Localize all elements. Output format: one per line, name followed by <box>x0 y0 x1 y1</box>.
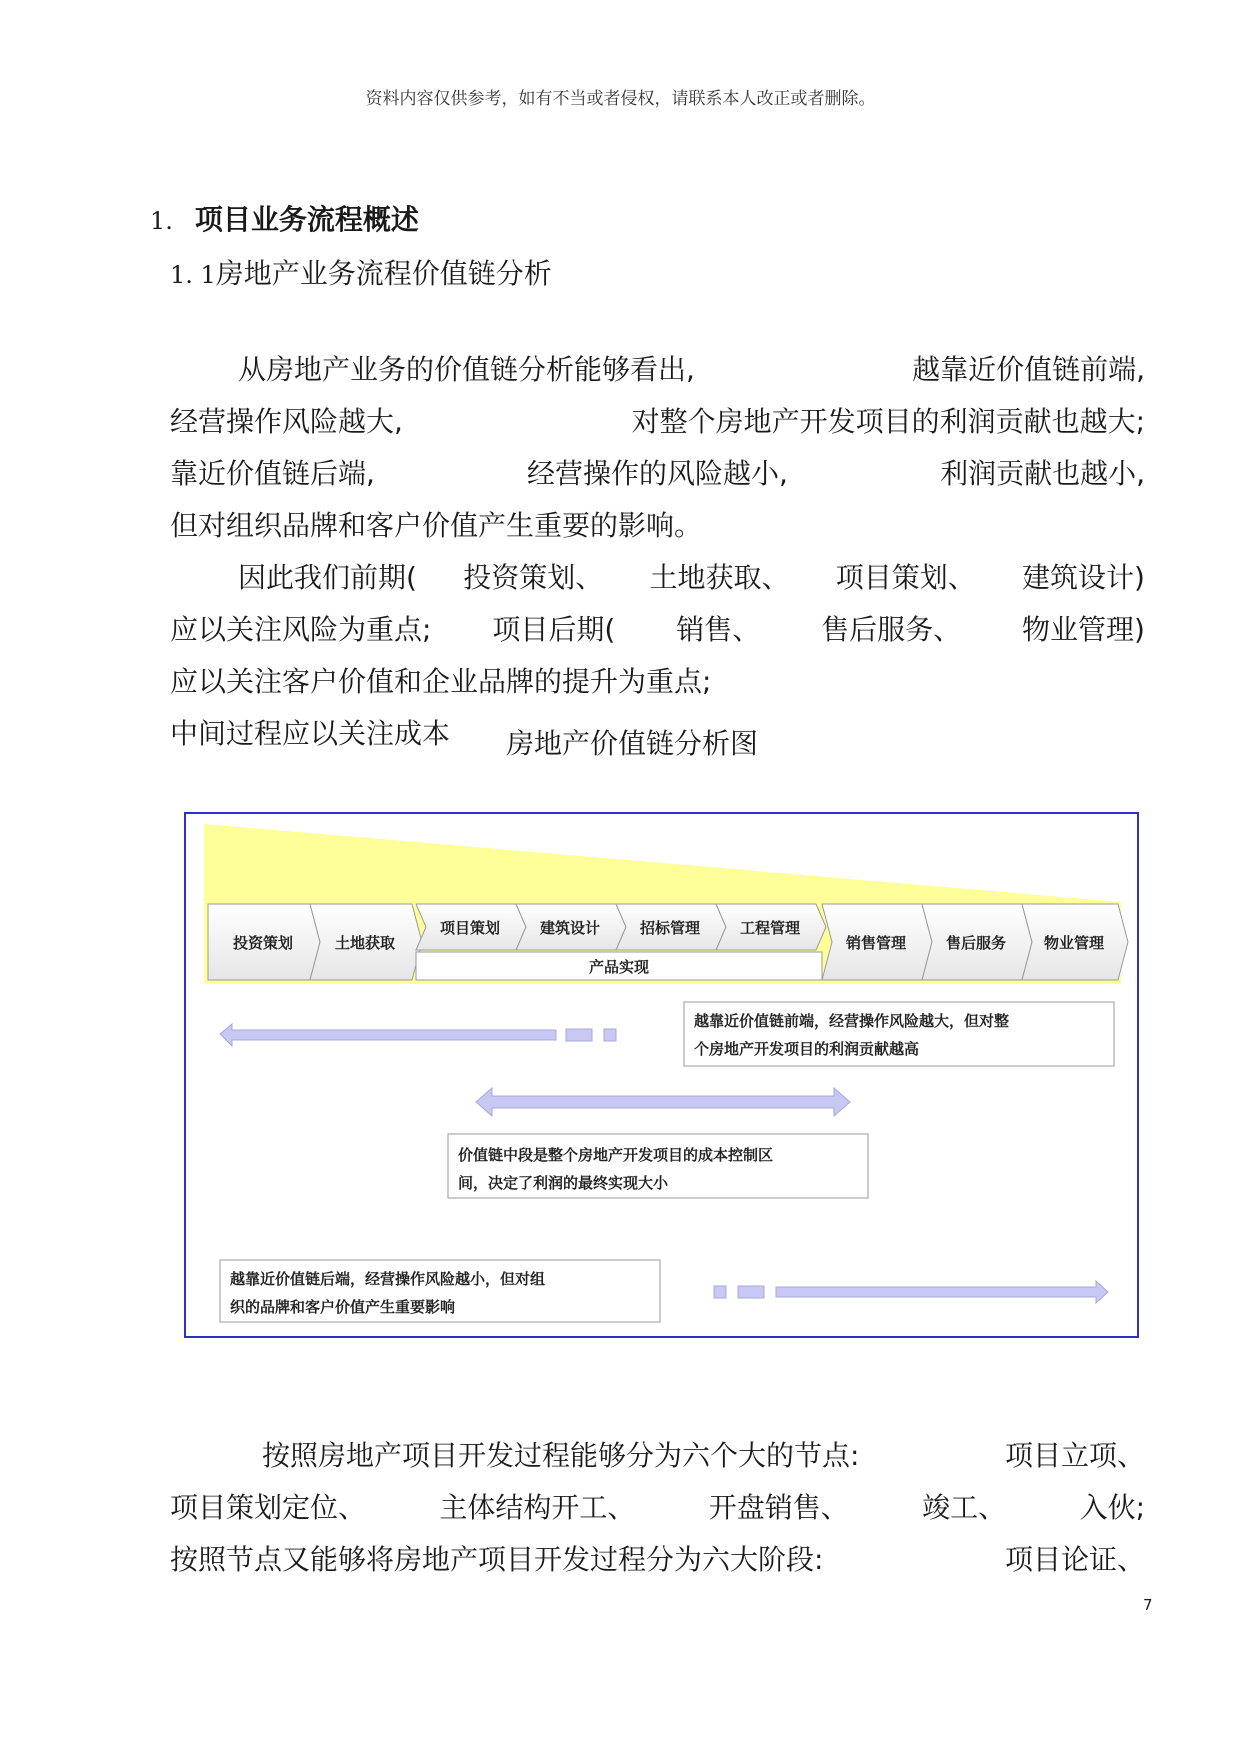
text-segment: 物业管理) <box>1022 613 1145 646</box>
figure-caption: 房地产价值链分析图 <box>506 727 759 760</box>
text-segment: 建筑设计) <box>1022 561 1145 594</box>
paragraph-line <box>170 604 1145 656</box>
chain-step-label: 项目策划 <box>439 919 501 937</box>
subsection-heading <box>170 252 552 292</box>
paragraph-line <box>170 448 1145 500</box>
middle-cost-arrow <box>476 1088 850 1116</box>
text-segment: 投资策划、 <box>463 561 604 594</box>
paragraph-line <box>170 396 1145 448</box>
section-number: 1. <box>150 207 173 235</box>
text-segment: 应以关注风险为重点; <box>170 613 432 646</box>
text-segment: 项目论证、 <box>1004 1543 1145 1576</box>
text-segment: 应以关注客户价值和企业品牌的提升为重点; <box>170 665 712 698</box>
chain-step-label: 物业管理 <box>1043 934 1105 952</box>
text-segment: 项目后期( <box>492 613 616 646</box>
text-segment: 按照节点又能够将房地产项目开发过程分为六大阶段: <box>170 1543 824 1576</box>
chain-step-label: 售后服务 <box>945 934 1007 952</box>
chain-step-label: 招标管理 <box>639 919 701 937</box>
disclaimer-header: 资料内容仅供参考，如有不当或者侵权，请联系本人改正或者删除。 <box>365 89 876 109</box>
text-segment: 中间过程应以关注成本 <box>170 717 451 750</box>
text-segment: 利润贡献也越小, <box>940 457 1145 490</box>
product-realization-label: 产品实现 <box>588 958 650 976</box>
note-middle-line: 间，决定了利润的最终实现大小 <box>458 1174 669 1192</box>
text-segment: 项目策划定位、 <box>170 1491 367 1524</box>
back-risk-arrow <box>714 1281 1108 1303</box>
front-risk-arrow <box>220 1024 616 1046</box>
note-front <box>684 1002 1114 1066</box>
subsection-title: 房地产业务流程价值链分析 <box>215 257 552 290</box>
text-segment: 从房地产业务的价值链分析能够看出, <box>238 353 695 386</box>
paragraph-line <box>238 344 1145 396</box>
note-back <box>220 1260 660 1322</box>
paragraph-line <box>170 1534 1145 1586</box>
section-heading <box>150 198 419 238</box>
chain-step-label: 建筑设计 <box>539 919 601 937</box>
subsection-number: 1. 1 <box>170 261 216 289</box>
note-middle-line: 价值链中段是整个房地产开发项目的成本控制区 <box>458 1146 774 1164</box>
text-segment: 销售、 <box>676 613 761 646</box>
paragraph-line <box>170 1482 1145 1534</box>
text-segment: 越靠近价值链前端, <box>912 353 1145 386</box>
text-segment: 土地获取、 <box>649 561 790 594</box>
value-chain-diagram <box>186 814 1137 1336</box>
text-segment: 经营操作风险越大, <box>170 405 403 438</box>
text-segment: 竣工、 <box>922 1491 1007 1524</box>
note-front-line: 越靠近价值链前端，经营操作风险越大，但对整 <box>694 1012 1010 1030</box>
text-segment: 入伙; <box>1079 1491 1145 1524</box>
text-segment: 按照房地产项目开发过程能够分为六个大的节点: <box>262 1439 860 1472</box>
chain-step-label: 销售管理 <box>845 934 907 952</box>
text-segment: 开盘销售、 <box>708 1491 849 1524</box>
chain-step-label: 投资策划 <box>232 934 294 952</box>
note-middle <box>448 1134 868 1198</box>
section-title: 项目业务流程概述 <box>194 203 419 236</box>
note-front-line: 个房地产开发项目的利润贡献越高 <box>694 1040 920 1058</box>
page-number: 7 <box>1143 1596 1153 1614</box>
text-segment: 项目策划、 <box>835 561 976 594</box>
paragraph-line <box>170 500 1145 552</box>
value-chain-figure <box>184 812 1139 1338</box>
text-segment: 售后服务、 <box>821 613 962 646</box>
paragraph-line <box>238 552 1145 604</box>
text-segment: 经营操作的风险越小, <box>527 457 788 490</box>
chain-step-label: 工程管理 <box>739 919 801 937</box>
text-segment: 对整个房地产开发项目的利润贡献也越大; <box>631 405 1145 438</box>
chain-step-label: 土地获取 <box>334 934 396 952</box>
text-segment: 主体结构开工、 <box>439 1491 636 1524</box>
paragraph-line <box>262 1430 1145 1482</box>
note-back-line: 越靠近价值链后端，经营操作风险越小，但对组 <box>230 1270 546 1288</box>
note-back-line: 织的品牌和客户价值产生重要影响 <box>230 1298 456 1316</box>
text-segment: 因此我们前期( <box>238 561 417 594</box>
paragraph-line <box>170 656 1145 708</box>
text-segment: 但对组织品牌和客户价值产生重要的影响。 <box>170 509 703 542</box>
text-segment: 靠近价值链后端, <box>170 457 375 490</box>
text-segment: 项目立项、 <box>1004 1439 1145 1472</box>
